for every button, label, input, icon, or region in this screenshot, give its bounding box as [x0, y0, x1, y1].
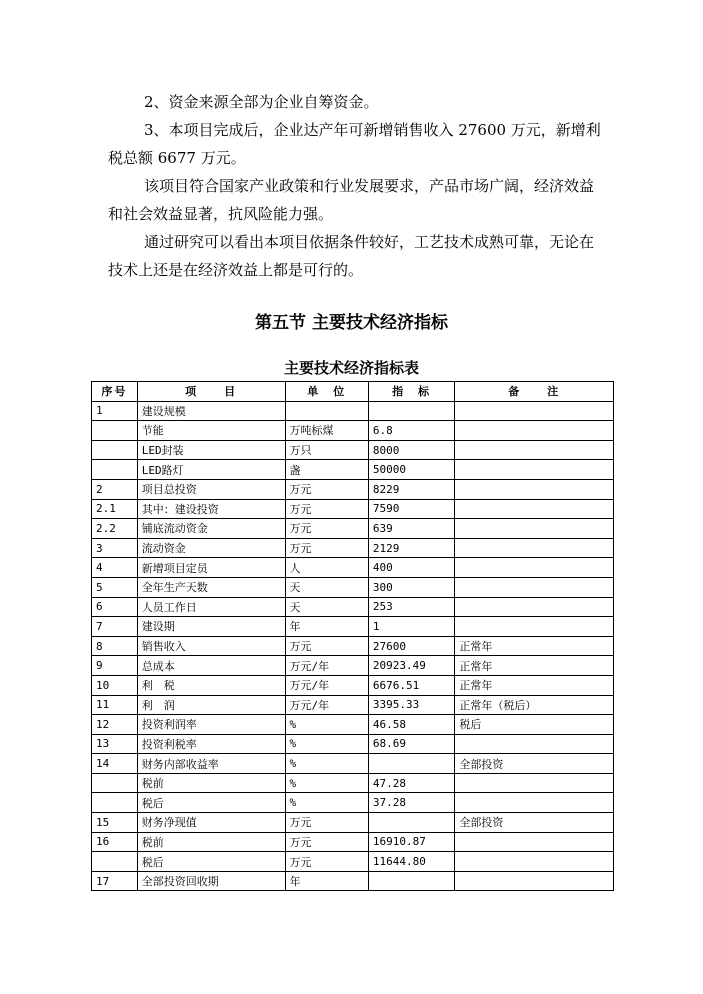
cell-item: 财务净现值: [137, 813, 285, 833]
cell-remark: 正常年（税后）: [455, 695, 614, 715]
header-unit: 单 位: [285, 382, 368, 402]
cell-value: 50000: [368, 460, 455, 480]
cell-item: 财务内部收益率: [137, 754, 285, 774]
cell-unit: 万元: [285, 636, 368, 656]
table-header-row: [92, 382, 614, 402]
cell-index: 9: [92, 656, 138, 676]
cell-index: 2.1: [92, 499, 138, 519]
cell-unit: 年: [285, 871, 368, 891]
cell-value: [368, 401, 455, 421]
table-row: [92, 773, 614, 793]
cell-value: 11644.80: [368, 852, 455, 872]
cell-index: 16: [92, 832, 138, 852]
table-row: [92, 793, 614, 813]
table-row: [92, 734, 614, 754]
cell-remark: [455, 734, 614, 754]
cell-unit: 万元: [285, 479, 368, 499]
cell-item: 节能: [137, 421, 285, 441]
cell-index: 6: [92, 597, 138, 617]
cell-remark: [455, 440, 614, 460]
cell-unit: 盏: [285, 460, 368, 480]
cell-value: [368, 871, 455, 891]
cell-remark: 税后: [455, 715, 614, 735]
cell-remark: [455, 421, 614, 441]
cell-value: 68.69: [368, 734, 455, 754]
cell-value: 27600: [368, 636, 455, 656]
cell-index: 14: [92, 754, 138, 774]
cell-remark: [455, 577, 614, 597]
table-row: [92, 577, 614, 597]
cell-unit: %: [285, 754, 368, 774]
cell-value: 3395.33: [368, 695, 455, 715]
paragraph-conclusion: 通过研究可以看出本项目依据条件较好，工艺技术成熟可靠，无论在技术上还是在经济效益上都是可行的。: [108, 233, 595, 279]
table-row: [92, 440, 614, 460]
cell-index: [92, 460, 138, 480]
cell-unit: %: [285, 793, 368, 813]
cell-unit: 万元: [285, 538, 368, 558]
table-row: [92, 675, 614, 695]
cell-remark: [455, 460, 614, 480]
cell-value: 1: [368, 617, 455, 637]
cell-item: LED封装: [137, 440, 285, 460]
cell-remark: 正常年: [455, 636, 614, 656]
cell-unit: 万元: [285, 813, 368, 833]
cell-value: [368, 754, 455, 774]
table-body: [92, 401, 614, 891]
cell-remark: 全部投资: [455, 754, 614, 774]
table-row: [92, 871, 614, 891]
cell-item: 税前: [137, 773, 285, 793]
cell-item: 新增项目定员: [137, 558, 285, 578]
cell-index: 10: [92, 675, 138, 695]
header-item: 项 目: [137, 382, 285, 402]
cell-value: 300: [368, 577, 455, 597]
cell-unit: 万只: [285, 440, 368, 460]
cell-unit: 万元/年: [285, 656, 368, 676]
cell-item: 税后: [137, 793, 285, 813]
cell-unit: 万元: [285, 832, 368, 852]
cell-item: 人员工作日: [137, 597, 285, 617]
cell-item: 项目总投资: [137, 479, 285, 499]
cell-unit: 万元/年: [285, 695, 368, 715]
table-row: [92, 421, 614, 441]
cell-remark: [455, 479, 614, 499]
cell-remark: [455, 519, 614, 539]
table-row: [92, 715, 614, 735]
cell-index: 5: [92, 577, 138, 597]
cell-remark: [455, 597, 614, 617]
cell-item: 建设期: [137, 617, 285, 637]
cell-index: 3: [92, 538, 138, 558]
cell-remark: [455, 617, 614, 637]
table-row: [92, 695, 614, 715]
cell-unit: 年: [285, 617, 368, 637]
cell-value: 37.28: [368, 793, 455, 813]
cell-unit: 万元/年: [285, 675, 368, 695]
table-row: [92, 832, 614, 852]
cell-remark: [455, 852, 614, 872]
cell-remark: [455, 499, 614, 519]
cell-item: 全部投资回收期: [137, 871, 285, 891]
cell-index: [92, 852, 138, 872]
header-remark: 备 注: [455, 382, 614, 402]
cell-value: 20923.49: [368, 656, 455, 676]
table-row: [92, 617, 614, 637]
table-row: [92, 499, 614, 519]
cell-item: 总成本: [137, 656, 285, 676]
table-row: [92, 754, 614, 774]
table-row: [92, 636, 614, 656]
cell-unit: 万元: [285, 852, 368, 872]
cell-unit: 天: [285, 577, 368, 597]
cell-item: 建设规模: [137, 401, 285, 421]
header-index: 序号: [92, 382, 138, 402]
cell-item: 销售收入: [137, 636, 285, 656]
cell-value: 400: [368, 558, 455, 578]
cell-remark: [455, 401, 614, 421]
cell-remark: [455, 871, 614, 891]
cell-index: 4: [92, 558, 138, 578]
cell-item: 税前: [137, 832, 285, 852]
cell-index: 8: [92, 636, 138, 656]
cell-item: 全年生产天数: [137, 577, 285, 597]
cell-item: 铺底流动资金: [137, 519, 285, 539]
table-row: [92, 479, 614, 499]
cell-item: 税后: [137, 852, 285, 872]
table-row: [92, 401, 614, 421]
cell-index: 15: [92, 813, 138, 833]
cell-index: 2: [92, 479, 138, 499]
cell-item: 其中：建设投资: [137, 499, 285, 519]
cell-index: [92, 773, 138, 793]
cell-value: 46.58: [368, 715, 455, 735]
indicator-table: [91, 381, 614, 891]
cell-remark: 全部投资: [455, 813, 614, 833]
cell-index: 2.2: [92, 519, 138, 539]
cell-value: 6676.51: [368, 675, 455, 695]
cell-value: 2129: [368, 538, 455, 558]
table-title: 主要技术经济指标表: [283, 359, 419, 377]
cell-value: 6.8: [368, 421, 455, 441]
cell-index: [92, 440, 138, 460]
cell-value: 8000: [368, 440, 455, 460]
cell-remark: [455, 793, 614, 813]
cell-index: 7: [92, 617, 138, 637]
table-row: [92, 460, 614, 480]
table-row: [92, 813, 614, 833]
cell-unit: 万元: [285, 499, 368, 519]
cell-value: 8229: [368, 479, 455, 499]
cell-remark: [455, 773, 614, 793]
cell-index: [92, 793, 138, 813]
section-title: 第五节 主要技术经济指标: [255, 313, 448, 333]
cell-item: 投资利润率: [137, 715, 285, 735]
cell-remark: 正常年: [455, 675, 614, 695]
table-row: [92, 538, 614, 558]
cell-remark: [455, 832, 614, 852]
cell-index: 12: [92, 715, 138, 735]
cell-index: [92, 421, 138, 441]
cell-value: 253: [368, 597, 455, 617]
cell-value: 7590: [368, 499, 455, 519]
table-row: [92, 519, 614, 539]
cell-index: 1: [92, 401, 138, 421]
paragraph-funding-source: 2、资金来源全部为企业自筹资金。: [144, 93, 379, 111]
table-row: [92, 656, 614, 676]
cell-unit: %: [285, 773, 368, 793]
table-row: [92, 852, 614, 872]
cell-item: 利 税: [137, 675, 285, 695]
cell-remark: [455, 538, 614, 558]
cell-remark: [455, 558, 614, 578]
cell-index: 17: [92, 871, 138, 891]
cell-unit: %: [285, 734, 368, 754]
cell-unit: 万吨标煤: [285, 421, 368, 441]
cell-value: 639: [368, 519, 455, 539]
table-row: [92, 558, 614, 578]
cell-unit: 天: [285, 597, 368, 617]
cell-value: 47.28: [368, 773, 455, 793]
cell-index: 11: [92, 695, 138, 715]
cell-remark: 正常年: [455, 656, 614, 676]
cell-item: 流动资金: [137, 538, 285, 558]
cell-unit: [285, 401, 368, 421]
cell-item: 利 润: [137, 695, 285, 715]
cell-unit: 人: [285, 558, 368, 578]
cell-value: 16910.87: [368, 832, 455, 852]
cell-unit: 万元: [285, 519, 368, 539]
cell-unit: %: [285, 715, 368, 735]
paragraph-revenue: 3、本项目完成后，企业达产年可新增销售收入 27600 万元，新增利税总额 6677 万元。: [108, 121, 601, 167]
table-row: [92, 597, 614, 617]
cell-index: 13: [92, 734, 138, 754]
cell-item: LED路灯: [137, 460, 285, 480]
cell-value: [368, 813, 455, 833]
paragraph-policy: 该项目符合国家产业政策和行业发展要求，产品市场广阔，经济效益和社会效益显著，抗风险能力强。: [108, 177, 595, 223]
header-value: 指 标: [368, 382, 455, 402]
cell-item: 投资利税率: [137, 734, 285, 754]
